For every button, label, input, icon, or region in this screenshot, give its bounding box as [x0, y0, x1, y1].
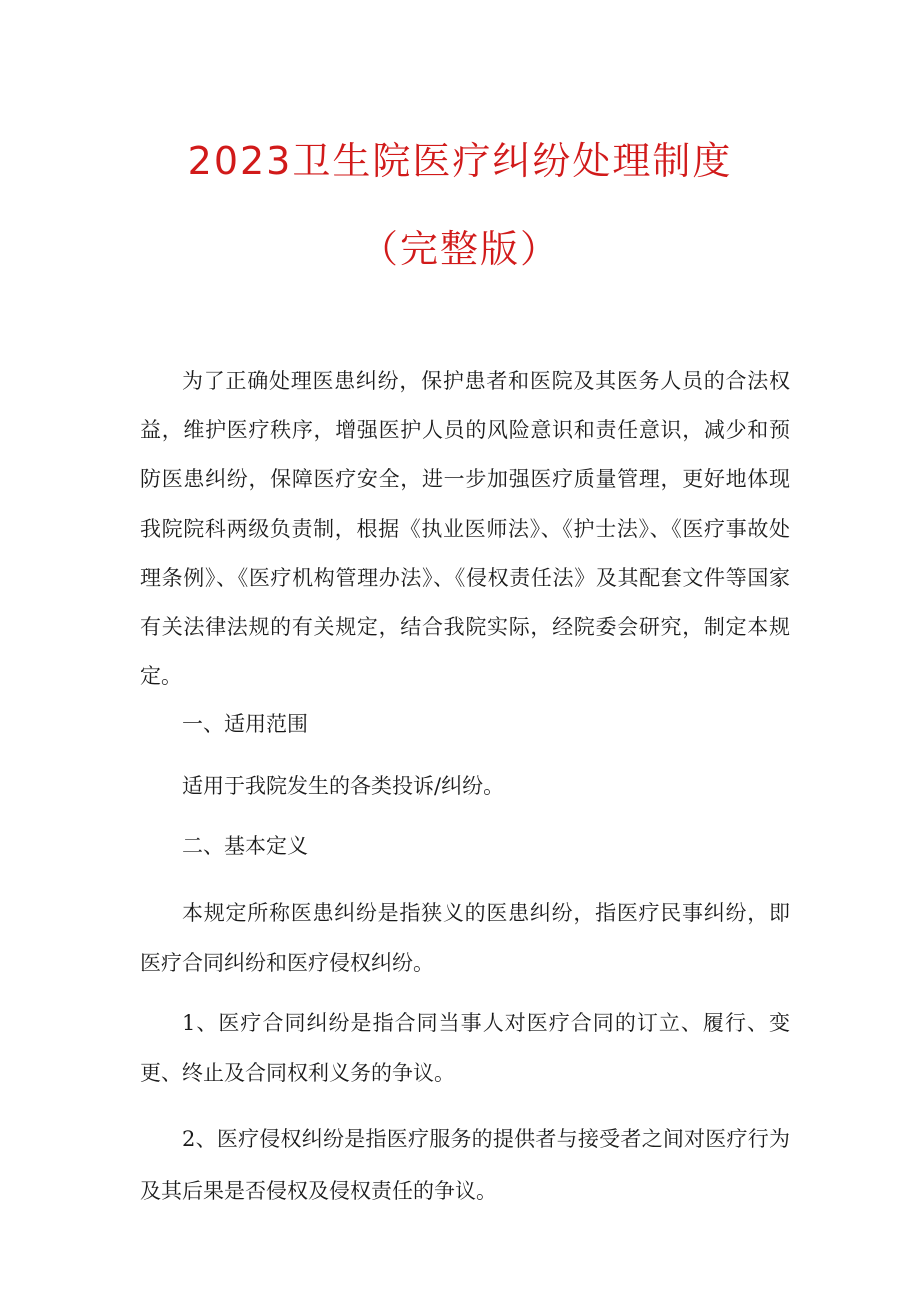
document-subtitle: （完整版） [359, 227, 560, 271]
intro-paragraph: 为了正确处理医患纠纷，保护患者和医院及其医务人员的合法权益，维护医疗秩序，增强医护人员的风险意识和责任意识，减少和预防医患纠纷，保障医疗安全，进一步加强医疗质量管理，更好地体现我院院科两级负责制，根据《执业医师法》、《护士法》、《医疗事故处理条例》、《医疗机构管理办法》、《侵权责任法》及其配套文件等国家有关法律法规的有关规定，结合我院实际，经院委会研究，制定本规定。 [140, 369, 790, 689]
definition-item-tort: 2、医疗侵权纠纷是指医疗服务的提供者与接受者之间对医疗行为及其后果是否侵权及侵权责任的争议。 [140, 1127, 790, 1203]
section-text-scope: 适用于我院发生的各类投诉/纠纷。 [182, 774, 505, 798]
section-heading-definitions: 二、基本定义 [182, 834, 308, 858]
document-title: 2023卫生院医疗纠纷处理制度 [187, 139, 733, 183]
section-text-definitions: 本规定所称医患纠纷是指狭义的医患纠纷，指医疗民事纠纷，即医疗合同纠纷和医疗侵权纠纷。 [140, 901, 790, 975]
section-heading-scope: 一、适用范围 [182, 712, 308, 736]
definition-item-contract: 1、医疗合同纠纷是指合同当事人对医疗合同的订立、履行、变更、终止及合同权利义务的争议。 [140, 1011, 790, 1085]
